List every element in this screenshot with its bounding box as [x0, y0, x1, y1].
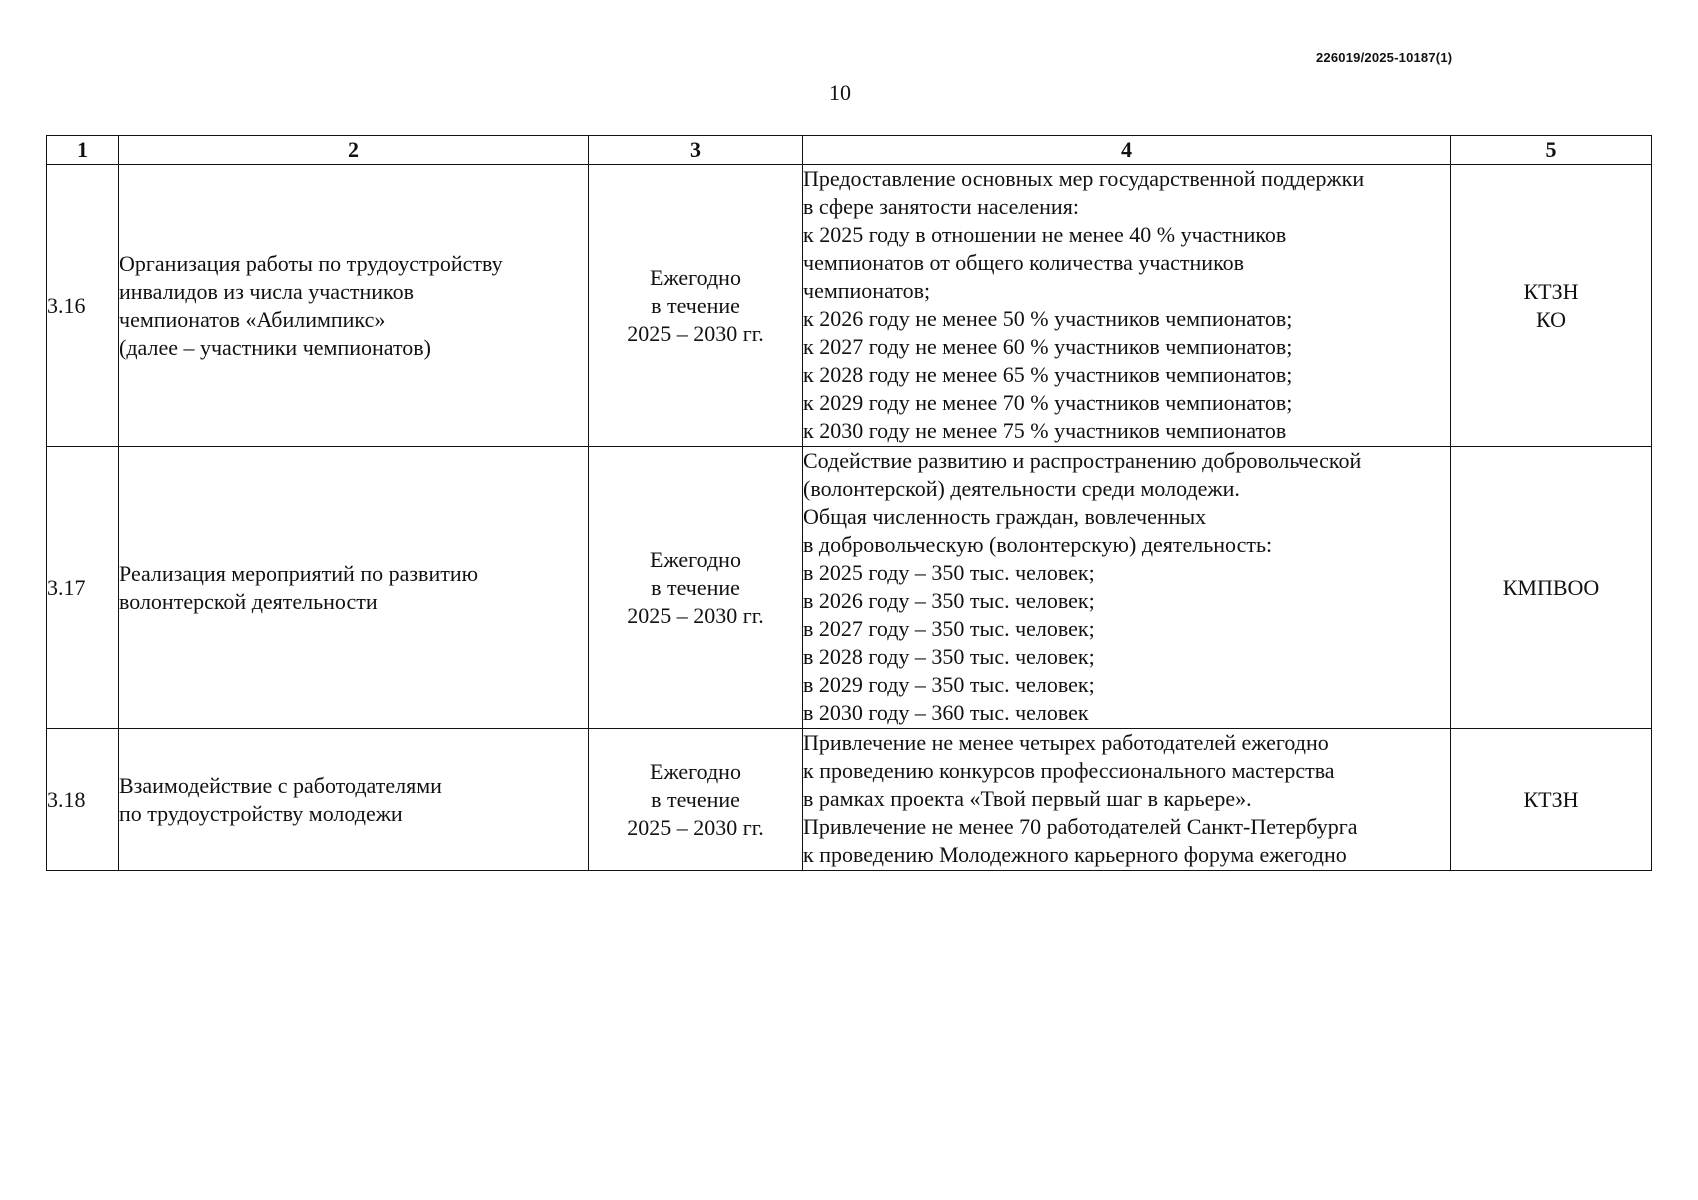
table-row	[47, 729, 1652, 871]
row-number: 3.18	[47, 729, 119, 871]
term-line: в течение	[651, 786, 740, 812]
result-line: в 2028 году – 350 тыс. человек;	[803, 644, 1095, 669]
result-line: Общая численность граждан, вовлеченных	[803, 504, 1207, 529]
result-cell	[803, 729, 1451, 871]
executor-line: КМПВОО	[1502, 574, 1600, 600]
column-header-term: 3	[589, 136, 803, 165]
event-cell	[119, 165, 589, 447]
result-line: Привлечение не менее четырех работодателей ежегодно	[803, 730, 1329, 755]
event-cell	[119, 447, 589, 729]
term-line: 2025 – 2030 гг.	[627, 814, 764, 840]
event-line: Взаимодействие с работодателями	[119, 772, 442, 798]
row-number: 3.17	[47, 447, 119, 729]
column-header-event: 2	[119, 136, 589, 165]
result-line: к 2030 году не менее 75 % участников чемпионатов	[803, 418, 1287, 443]
result-line: Содействие развитию и распространению добровольческой	[803, 448, 1362, 473]
row-number: 3.16	[47, 165, 119, 447]
event-line: чемпионатов «Абилимпикс»	[119, 306, 386, 332]
term-cell	[589, 165, 803, 447]
result-line: в 2027 году – 350 тыс. человек;	[803, 616, 1095, 641]
event-line: Реализация мероприятий по развитию	[119, 560, 479, 586]
executor-cell	[1451, 729, 1652, 871]
result-line: Предоставление основных мер государственной поддержки	[803, 166, 1365, 191]
result-line: в 2026 году – 350 тыс. человек;	[803, 588, 1095, 613]
event-line: Организация работы по трудоустройству	[119, 250, 503, 276]
result-line: в 2029 году – 350 тыс. человек;	[803, 672, 1095, 697]
result-line: к проведению конкурсов профессионального мастерства	[803, 758, 1335, 783]
result-line: к проведению Молодежного карьерного форума ежегодно	[803, 842, 1347, 867]
event-line: инвалидов из числа участников	[119, 278, 414, 304]
event-cell	[119, 729, 589, 871]
term-line: Ежегодно	[650, 758, 741, 784]
column-header-number: 1	[47, 136, 119, 165]
measures-table	[46, 135, 1652, 871]
term-line: Ежегодно	[650, 546, 741, 572]
term-line: в течение	[651, 292, 740, 318]
table-row	[47, 447, 1652, 729]
result-line: (волонтерской) деятельности среди молодежи.	[803, 476, 1240, 501]
page-number: 10	[829, 80, 851, 105]
executor-cell	[1451, 165, 1652, 447]
term-line: 2025 – 2030 гг.	[627, 320, 764, 346]
result-cell	[803, 165, 1451, 447]
executor-line: КТЗН	[1523, 278, 1579, 304]
result-line: чемпионатов от общего количества участников	[803, 250, 1245, 275]
result-line: к 2028 году не менее 65 % участников чемпионатов;	[803, 362, 1293, 387]
result-line: к 2029 году не менее 70 % участников чемпионатов;	[803, 390, 1293, 415]
executor-line: КТЗН	[1523, 786, 1579, 812]
document-registration-number: 226019/2025-10187(1)	[1316, 50, 1453, 65]
column-header-result: 4	[803, 136, 1451, 165]
term-line: 2025 – 2030 гг.	[627, 602, 764, 628]
executor-line: КО	[1535, 306, 1566, 332]
table-header-row	[47, 136, 1652, 165]
result-line: к 2027 году не менее 60 % участников чемпионатов;	[803, 334, 1293, 359]
result-line: к 2025 году в отношении не менее 40 % участников	[803, 222, 1287, 247]
column-header-executor: 5	[1451, 136, 1652, 165]
result-line: в 2025 году – 350 тыс. человек;	[803, 560, 1095, 585]
term-cell	[589, 447, 803, 729]
term-line: Ежегодно	[650, 264, 741, 290]
result-cell	[803, 447, 1451, 729]
event-line: волонтерской деятельности	[119, 588, 378, 614]
result-line: к 2026 году не менее 50 % участников чемпионатов;	[803, 306, 1293, 331]
executor-cell	[1451, 447, 1652, 729]
event-line: по трудоустройству молодежи	[119, 800, 403, 826]
result-line: в сфере занятости населения:	[803, 194, 1079, 219]
event-line: (далее – участники чемпионатов)	[119, 334, 432, 360]
result-line: Привлечение не менее 70 работодателей Санкт-Петербурга	[803, 814, 1358, 839]
term-line: в течение	[651, 574, 740, 600]
result-line: в 2030 году – 360 тыс. человек	[803, 700, 1089, 725]
result-line: в добровольческую (волонтерскую) деятельность:	[803, 532, 1273, 557]
result-line: в рамках проекта «Твой первый шаг в карьере».	[803, 786, 1252, 811]
term-cell	[589, 729, 803, 871]
result-line: чемпионатов;	[803, 278, 931, 303]
table-row	[47, 165, 1652, 447]
